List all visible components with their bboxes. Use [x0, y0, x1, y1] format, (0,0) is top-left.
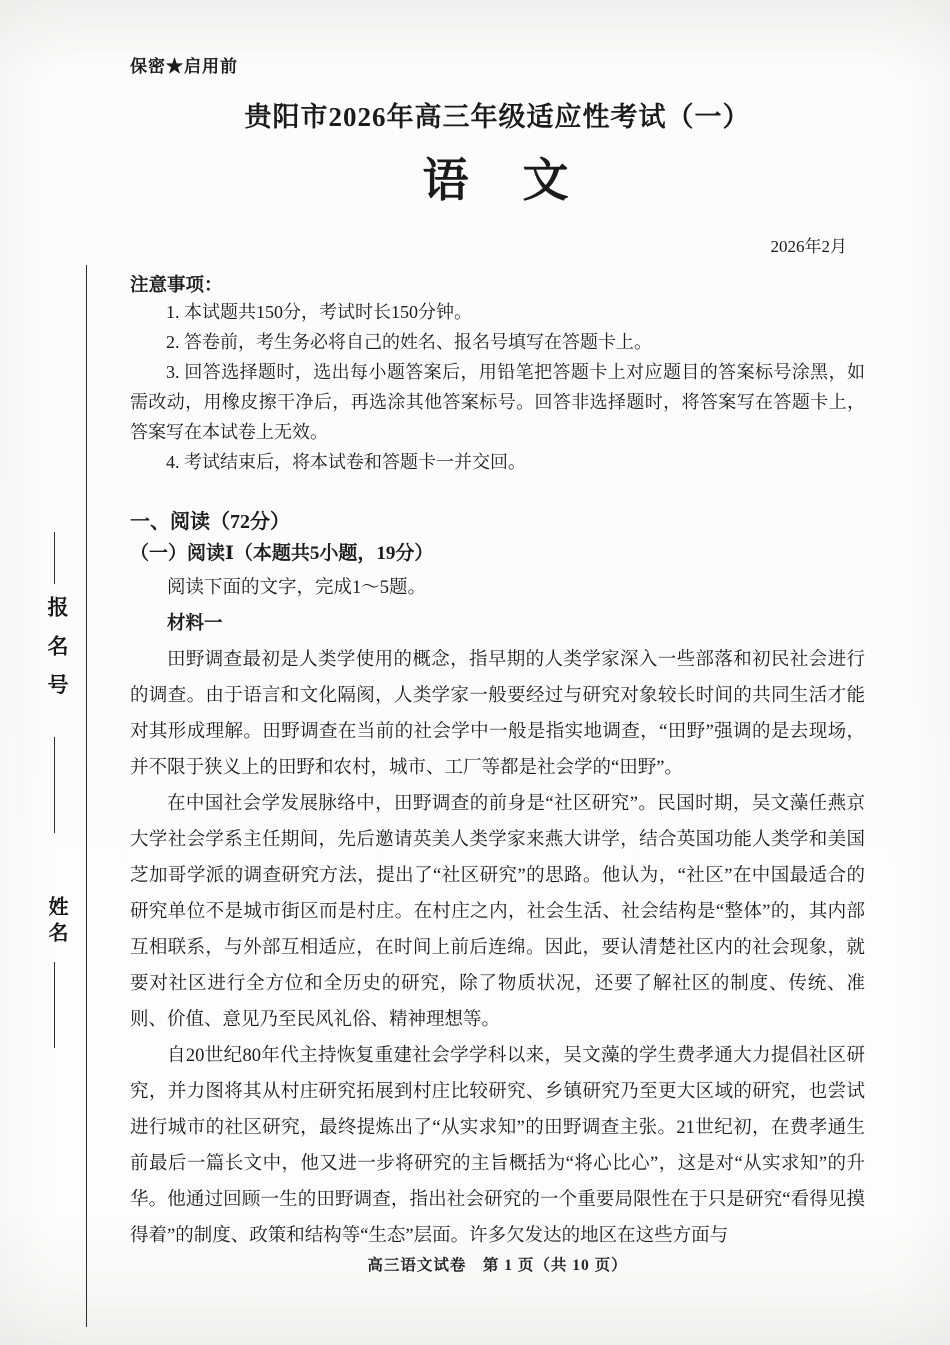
note-item-1: 1. 本试题共150分，考试时长150分钟。	[166, 302, 472, 322]
exam-date: 2026年2月	[770, 237, 847, 256]
registration-number-label: 报名号	[45, 596, 69, 713]
page-content	[130, 0, 865, 1254]
exam-title: 贵阳市2026年高三年级适应性考试（一）	[244, 102, 751, 132]
page-footer: 高三语文试卷 第 1 页（共 10 页）	[367, 1257, 628, 1274]
subject-title: 语 文	[422, 155, 573, 206]
reading-instruction: 阅读下面的文字，完成1～5题。	[167, 578, 427, 598]
section-reading-one-heading: （一）阅读Ⅰ（本题共5小题，19分）	[130, 543, 434, 564]
note-item-4: 4. 考试结束后，将本试卷和答题卡一并交回。	[166, 452, 526, 472]
material-paragraph: 田野调查最初是人类学使用的概念，指早期的人类学家深入一些部落和初民社会进行的调查。由于语言和文化隔阂，人类学家一般要经过与研究对象较长时间的共同生活才能对其形成理解。田野调查在当前的社会学中一般是指实地调查，“田野”强调的是去现场，并不限于狭义上的田野和农村，城市、工厂等都是社会学的“田野”。	[130, 650, 865, 778]
note-item-2: 2. 答卷前，考生务必将自己的姓名、报名号填写在答题卡上。	[166, 332, 652, 352]
name-blank-line	[54, 962, 55, 1048]
blank-line-top	[54, 532, 55, 584]
registration-blank-line	[54, 737, 55, 833]
material-paragraph: 在中国社会学发展脉络中，田野调查的前身是“社区研究”。民国时期，吴文藻任燕京大学社会学系主任期间，先后邀请英美人类学家来燕大讲学，结合英国功能人类学和美国芝加哥学派的调查研究方法，提出了“社区研究”的思路。他认为，“社区”在中国最适合的研究单位不是城市街区而是村庄。在村庄之内，社会生活、社会结构是“整体”的，其内部互相联系，与外部互相适应，在时间上前后连绵。因此，要认清楚社区内的社会现象，就要对社区进行全方位和全历史的研究，除了物质状况，还要了解社区的制度、传统、准则、价值、意见乃至民风礼俗、精神理想等。	[130, 794, 865, 1030]
material-one-label: 材料一	[167, 614, 223, 634]
confidential-notice: 保密★启用前	[130, 57, 238, 76]
note-item-3: 3. 回答选择题时，选出每小题答案后，用铅笔把答题卡上对应题目的答案标号涂黑，如需改动，用橡皮擦干净后，再选涂其他答案标号。回答非选择题时，将答案写在答题卡上，答案写在本试卷上无效。	[130, 362, 865, 442]
binding-margin-line	[86, 265, 87, 1327]
notes-heading: 注意事项：	[130, 276, 223, 296]
material-paragraph: 自20世纪80年代主持恢复重建社会学学科以来，吴文藻的学生费孝通大力提倡社区研究，并力图将其从村庄研究拓展到村庄比较研究、乡镇研究乃至更大区域的研究，也尝试进行城市的社区研究，最终提炼出了“从实求知”的田野调查主张。21世纪初，在费孝通生前最后一篇长文中，他又进一步将研究的主旨概括为“将心比心”，这是对“从实求知”的升华。他通过回顾一生的田野调查，指出社会研究的一个重要局限性在于只是研究“看得见摸得着”的制度、政策和结构等“生态”层面。许多欠发达的地区在这些方面与	[130, 1046, 865, 1246]
section-part-one-heading: 一、阅读（72分）	[130, 511, 290, 533]
name-label: 姓名	[45, 896, 67, 948]
